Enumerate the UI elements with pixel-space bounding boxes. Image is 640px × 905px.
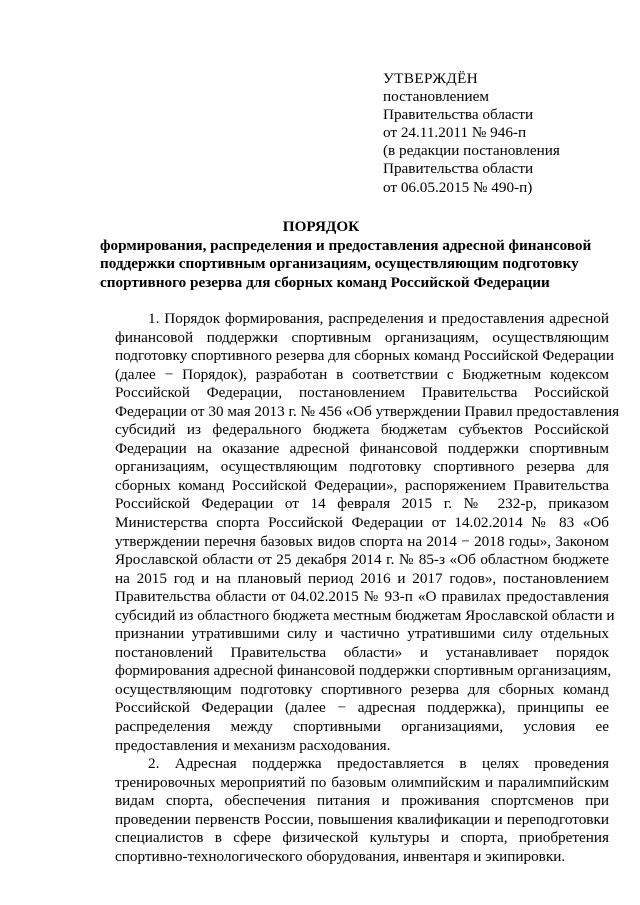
title-line: спортивного резерва для сборных команд Российской Федерации xyxy=(100,273,550,291)
paragraph-line: субсидий из федерального бюджета бюджетам субъектов Российской xyxy=(115,421,609,439)
paragraph-2 xyxy=(115,755,609,866)
paragraph-line: 1. Порядок формирования, распределения и предоставления адресной xyxy=(148,310,609,327)
paragraph-line: подготовку спортивного резерва для сборных команд Российской Федерации xyxy=(115,347,614,365)
paragraph-line: признании утратившими силу и частично утратившими силу отдельных xyxy=(115,625,609,643)
paragraph-line: организациям, осуществляющим подготовку спортивного резерва для xyxy=(115,458,609,476)
paragraph-line: проведении первенств России, повышения квалификации и переподготовки xyxy=(115,810,609,828)
title-line: поддержки спортивным организациям, осуществляющим подготовку xyxy=(100,255,579,273)
paragraph-line: Правительства области от 04.02.2015 № 93-п «О правилах предоставления xyxy=(115,588,609,606)
paragraph-line: Российской Федерации, постановлением Правительства Российской xyxy=(115,384,609,402)
approval-line: (в редакции постановления xyxy=(383,142,560,160)
paragraph-line: видам спорта, обеспечения питания и проживания спортсменов при xyxy=(115,792,609,810)
paragraph-line: Федерации на оказание адресной финансовой поддержки спортивным xyxy=(115,439,609,457)
approval-line: Правительства области xyxy=(383,160,534,178)
paragraph-line: Ярославской области от 25 декабря 2014 г. № 85-з «Об областном бюджете xyxy=(115,551,609,569)
approval-line: от 24.11.2011 № 946-п xyxy=(383,124,527,142)
approval-line: Правительства области xyxy=(383,106,534,124)
paragraph-line: формирования адресной финансовой поддержки спортивным организациям, xyxy=(115,662,612,680)
approval-stamp xyxy=(383,70,633,197)
paragraph-line: специалистов в сфере физической культуры и спорта, приобретения xyxy=(115,829,609,847)
paragraph-1 xyxy=(115,310,620,755)
paragraph-line: Министерства спорта Российской Федерации от 14.02.2014 № 83 «Об xyxy=(115,514,609,532)
paragraph-line: Российской Федерации от 14 февраля 2015 г. № 232-р, приказом xyxy=(115,495,609,513)
title-line: ПОРЯДОК xyxy=(282,218,360,235)
paragraph-line: 2. Адресная поддержка предоставляется в целях проведения xyxy=(148,755,609,773)
document-title xyxy=(100,218,592,292)
paragraph-line: осуществляющим подготовку спортивного резерва для сборных команд xyxy=(115,680,609,698)
approval-line: от 06.05.2015 № 490-п) xyxy=(383,178,533,196)
paragraph-line: утверждении перечня базовых видов спорта на 2014 − 2018 годы», Законом xyxy=(115,532,609,550)
document-body xyxy=(115,310,620,866)
paragraph-line: Федерации от 30 мая 2013 г. № 456 «Об утверждении Правил предоставления xyxy=(115,402,620,420)
approval-line: УТВЕРЖДЁН xyxy=(383,70,479,87)
paragraph-line: спортивно-технологического оборудования, инвентаря и экипировки. xyxy=(115,847,566,865)
paragraph-line: субсидий из областного бюджета местным бюджетам Ярославской области и xyxy=(115,606,615,624)
paragraph-line: сборных команд Российской Федерации», распоряжением Правительства xyxy=(115,476,609,494)
approval-line: постановлением xyxy=(383,88,490,106)
paragraph-line: распределения между спортивными организациями, условия ее xyxy=(115,718,609,736)
paragraph-line: на 2015 год и на плановый период 2016 и 2017 годов», постановлением xyxy=(115,569,609,587)
paragraph-line: Российской Федерации (далее − адресная поддержка), принципы ее xyxy=(115,699,609,717)
paragraph-line: постановлений Правительства области» и устанавливает порядок xyxy=(115,643,609,661)
paragraph-line: тренировочных мероприятий по базовым олимпийским и паралимпийским xyxy=(115,773,609,791)
paragraph-line: (далее − Порядок), разработан в соответствии с Бюджетным кодексом xyxy=(115,365,609,383)
paragraph-line: предоставления и механизм расходования. xyxy=(115,736,391,754)
title-line: формирования, распределения и предоставления адресной финансовой xyxy=(100,236,592,254)
paragraph-line: финансовой поддержки спортивным организациям, осуществляющим xyxy=(115,328,609,346)
